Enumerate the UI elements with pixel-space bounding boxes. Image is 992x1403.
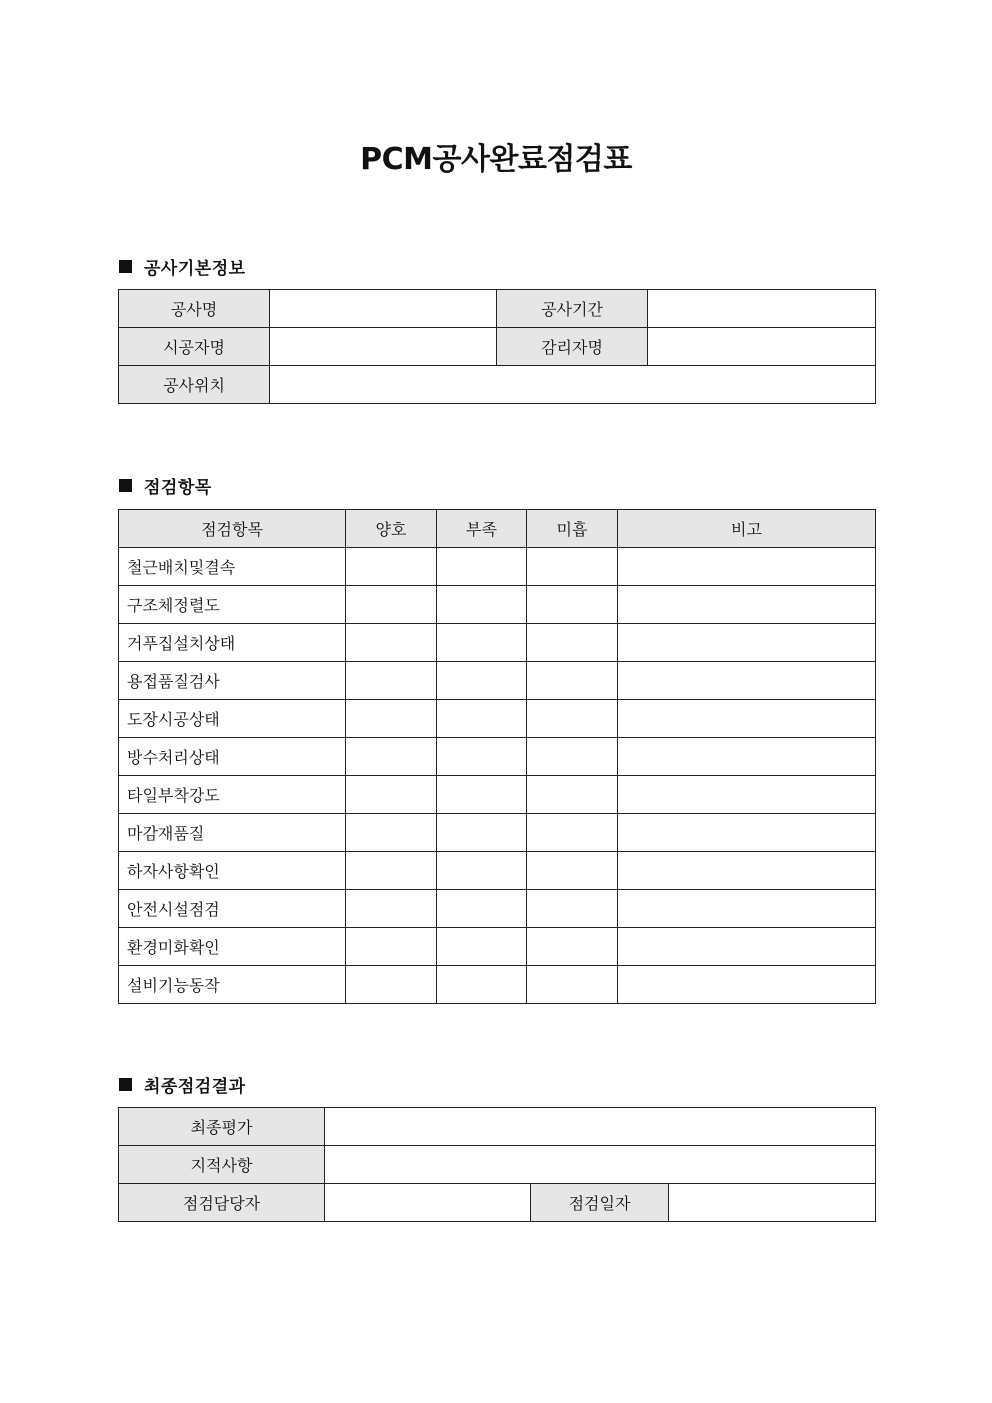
table-row <box>119 928 876 966</box>
good-cell[interactable] <box>346 548 437 586</box>
poor-cell[interactable] <box>527 548 618 586</box>
location-label: 공사위치 <box>119 366 270 404</box>
column-header-insufficient: 부족 <box>437 510 527 548</box>
checklist-item-label: 거푸집설치상태 <box>119 624 346 662</box>
table-row <box>119 290 876 328</box>
notes-cell[interactable] <box>618 662 876 700</box>
project-name-field[interactable] <box>270 290 497 328</box>
notes-cell[interactable] <box>618 890 876 928</box>
section-heading-label: 최종점검결과 <box>144 1077 246 1097</box>
section-heading-label: 공사기본정보 <box>144 259 246 279</box>
poor-cell[interactable] <box>527 852 618 890</box>
section-heading-label: 점검항목 <box>144 478 212 498</box>
checklist-item-label: 타일부착강도 <box>119 776 346 814</box>
poor-cell[interactable] <box>527 890 618 928</box>
insufficient-cell[interactable] <box>437 624 527 662</box>
table-row <box>119 852 876 890</box>
table-row <box>119 738 876 776</box>
square-bullet-icon <box>119 260 132 273</box>
poor-cell[interactable] <box>527 586 618 624</box>
insufficient-cell[interactable] <box>437 700 527 738</box>
contractor-label: 시공자명 <box>119 328 270 366</box>
good-cell[interactable] <box>346 586 437 624</box>
column-header-item: 점검항목 <box>119 510 346 548</box>
insufficient-cell[interactable] <box>437 928 527 966</box>
inspector-field[interactable] <box>325 1184 531 1222</box>
insufficient-cell[interactable] <box>437 738 527 776</box>
section-heading-final-result <box>119 1072 246 1097</box>
good-cell[interactable] <box>346 890 437 928</box>
table-row <box>119 890 876 928</box>
square-bullet-icon <box>119 479 132 492</box>
poor-cell[interactable] <box>527 700 618 738</box>
checklist-item-label: 방수처리상태 <box>119 738 346 776</box>
good-cell[interactable] <box>346 852 437 890</box>
notes-cell[interactable] <box>618 700 876 738</box>
supervisor-label: 감리자명 <box>497 328 648 366</box>
notes-cell[interactable] <box>618 776 876 814</box>
supervisor-field[interactable] <box>648 328 876 366</box>
notes-cell[interactable] <box>618 738 876 776</box>
table-row <box>119 624 876 662</box>
project-name-label: 공사명 <box>119 290 270 328</box>
section-heading-checklist <box>119 473 212 498</box>
poor-cell[interactable] <box>527 966 618 1004</box>
table-row <box>119 548 876 586</box>
document-title: PCM공사완료점검표 <box>360 142 632 177</box>
insufficient-cell[interactable] <box>437 662 527 700</box>
column-header-good: 양호 <box>346 510 437 548</box>
column-header-poor: 미흡 <box>527 510 618 548</box>
remarks-label: 지적사항 <box>119 1146 325 1184</box>
insufficient-cell[interactable] <box>437 966 527 1004</box>
column-header-notes: 비고 <box>618 510 876 548</box>
table-row <box>119 814 876 852</box>
checklist-item-label: 용접품질검사 <box>119 662 346 700</box>
notes-cell[interactable] <box>618 624 876 662</box>
remarks-field[interactable] <box>325 1146 876 1184</box>
checklist-table <box>118 509 876 1004</box>
insufficient-cell[interactable] <box>437 586 527 624</box>
good-cell[interactable] <box>346 624 437 662</box>
good-cell[interactable] <box>346 814 437 852</box>
square-bullet-icon <box>119 1078 132 1091</box>
poor-cell[interactable] <box>527 738 618 776</box>
table-row <box>119 1146 876 1184</box>
table-row <box>119 776 876 814</box>
insufficient-cell[interactable] <box>437 776 527 814</box>
date-field[interactable] <box>669 1184 876 1222</box>
insufficient-cell[interactable] <box>437 890 527 928</box>
poor-cell[interactable] <box>527 814 618 852</box>
insufficient-cell[interactable] <box>437 814 527 852</box>
checklist-item-label: 구조체정렬도 <box>119 586 346 624</box>
final-eval-field[interactable] <box>325 1108 876 1146</box>
checklist-item-label: 하자사항확인 <box>119 852 346 890</box>
good-cell[interactable] <box>346 738 437 776</box>
checklist-item-label: 마감재품질 <box>119 814 346 852</box>
table-row <box>119 1184 876 1222</box>
table-row <box>119 1108 876 1146</box>
notes-cell[interactable] <box>618 928 876 966</box>
checklist-item-label: 도장시공상태 <box>119 700 346 738</box>
notes-cell[interactable] <box>618 548 876 586</box>
notes-cell[interactable] <box>618 852 876 890</box>
notes-cell[interactable] <box>618 966 876 1004</box>
poor-cell[interactable] <box>527 776 618 814</box>
insufficient-cell[interactable] <box>437 852 527 890</box>
section-heading-basic-info <box>119 254 246 279</box>
checklist-item-label: 환경미화확인 <box>119 928 346 966</box>
checklist-item-label: 안전시설점검 <box>119 890 346 928</box>
table-row <box>119 966 876 1004</box>
notes-cell[interactable] <box>618 814 876 852</box>
table-row <box>119 328 876 366</box>
checklist-item-label: 철근배치및결속 <box>119 548 346 586</box>
table-row <box>119 366 876 404</box>
good-cell[interactable] <box>346 700 437 738</box>
project-period-label: 공사기간 <box>497 290 648 328</box>
inspector-label: 점검담당자 <box>119 1184 325 1222</box>
contractor-field[interactable] <box>270 328 497 366</box>
table-header-row <box>119 510 876 548</box>
good-cell[interactable] <box>346 662 437 700</box>
poor-cell[interactable] <box>527 928 618 966</box>
table-row <box>119 662 876 700</box>
insufficient-cell[interactable] <box>437 548 527 586</box>
location-field[interactable] <box>270 366 876 404</box>
final-eval-label: 최종평가 <box>119 1108 325 1146</box>
poor-cell[interactable] <box>527 624 618 662</box>
good-cell[interactable] <box>346 776 437 814</box>
good-cell[interactable] <box>346 928 437 966</box>
checklist-item-label: 설비기능동작 <box>119 966 346 1004</box>
project-period-field[interactable] <box>648 290 876 328</box>
notes-cell[interactable] <box>618 586 876 624</box>
basic-info-table <box>118 289 876 404</box>
poor-cell[interactable] <box>527 662 618 700</box>
date-label: 점검일자 <box>531 1184 669 1222</box>
final-result-table <box>118 1107 876 1222</box>
table-row <box>119 700 876 738</box>
table-row <box>119 586 876 624</box>
good-cell[interactable] <box>346 966 437 1004</box>
